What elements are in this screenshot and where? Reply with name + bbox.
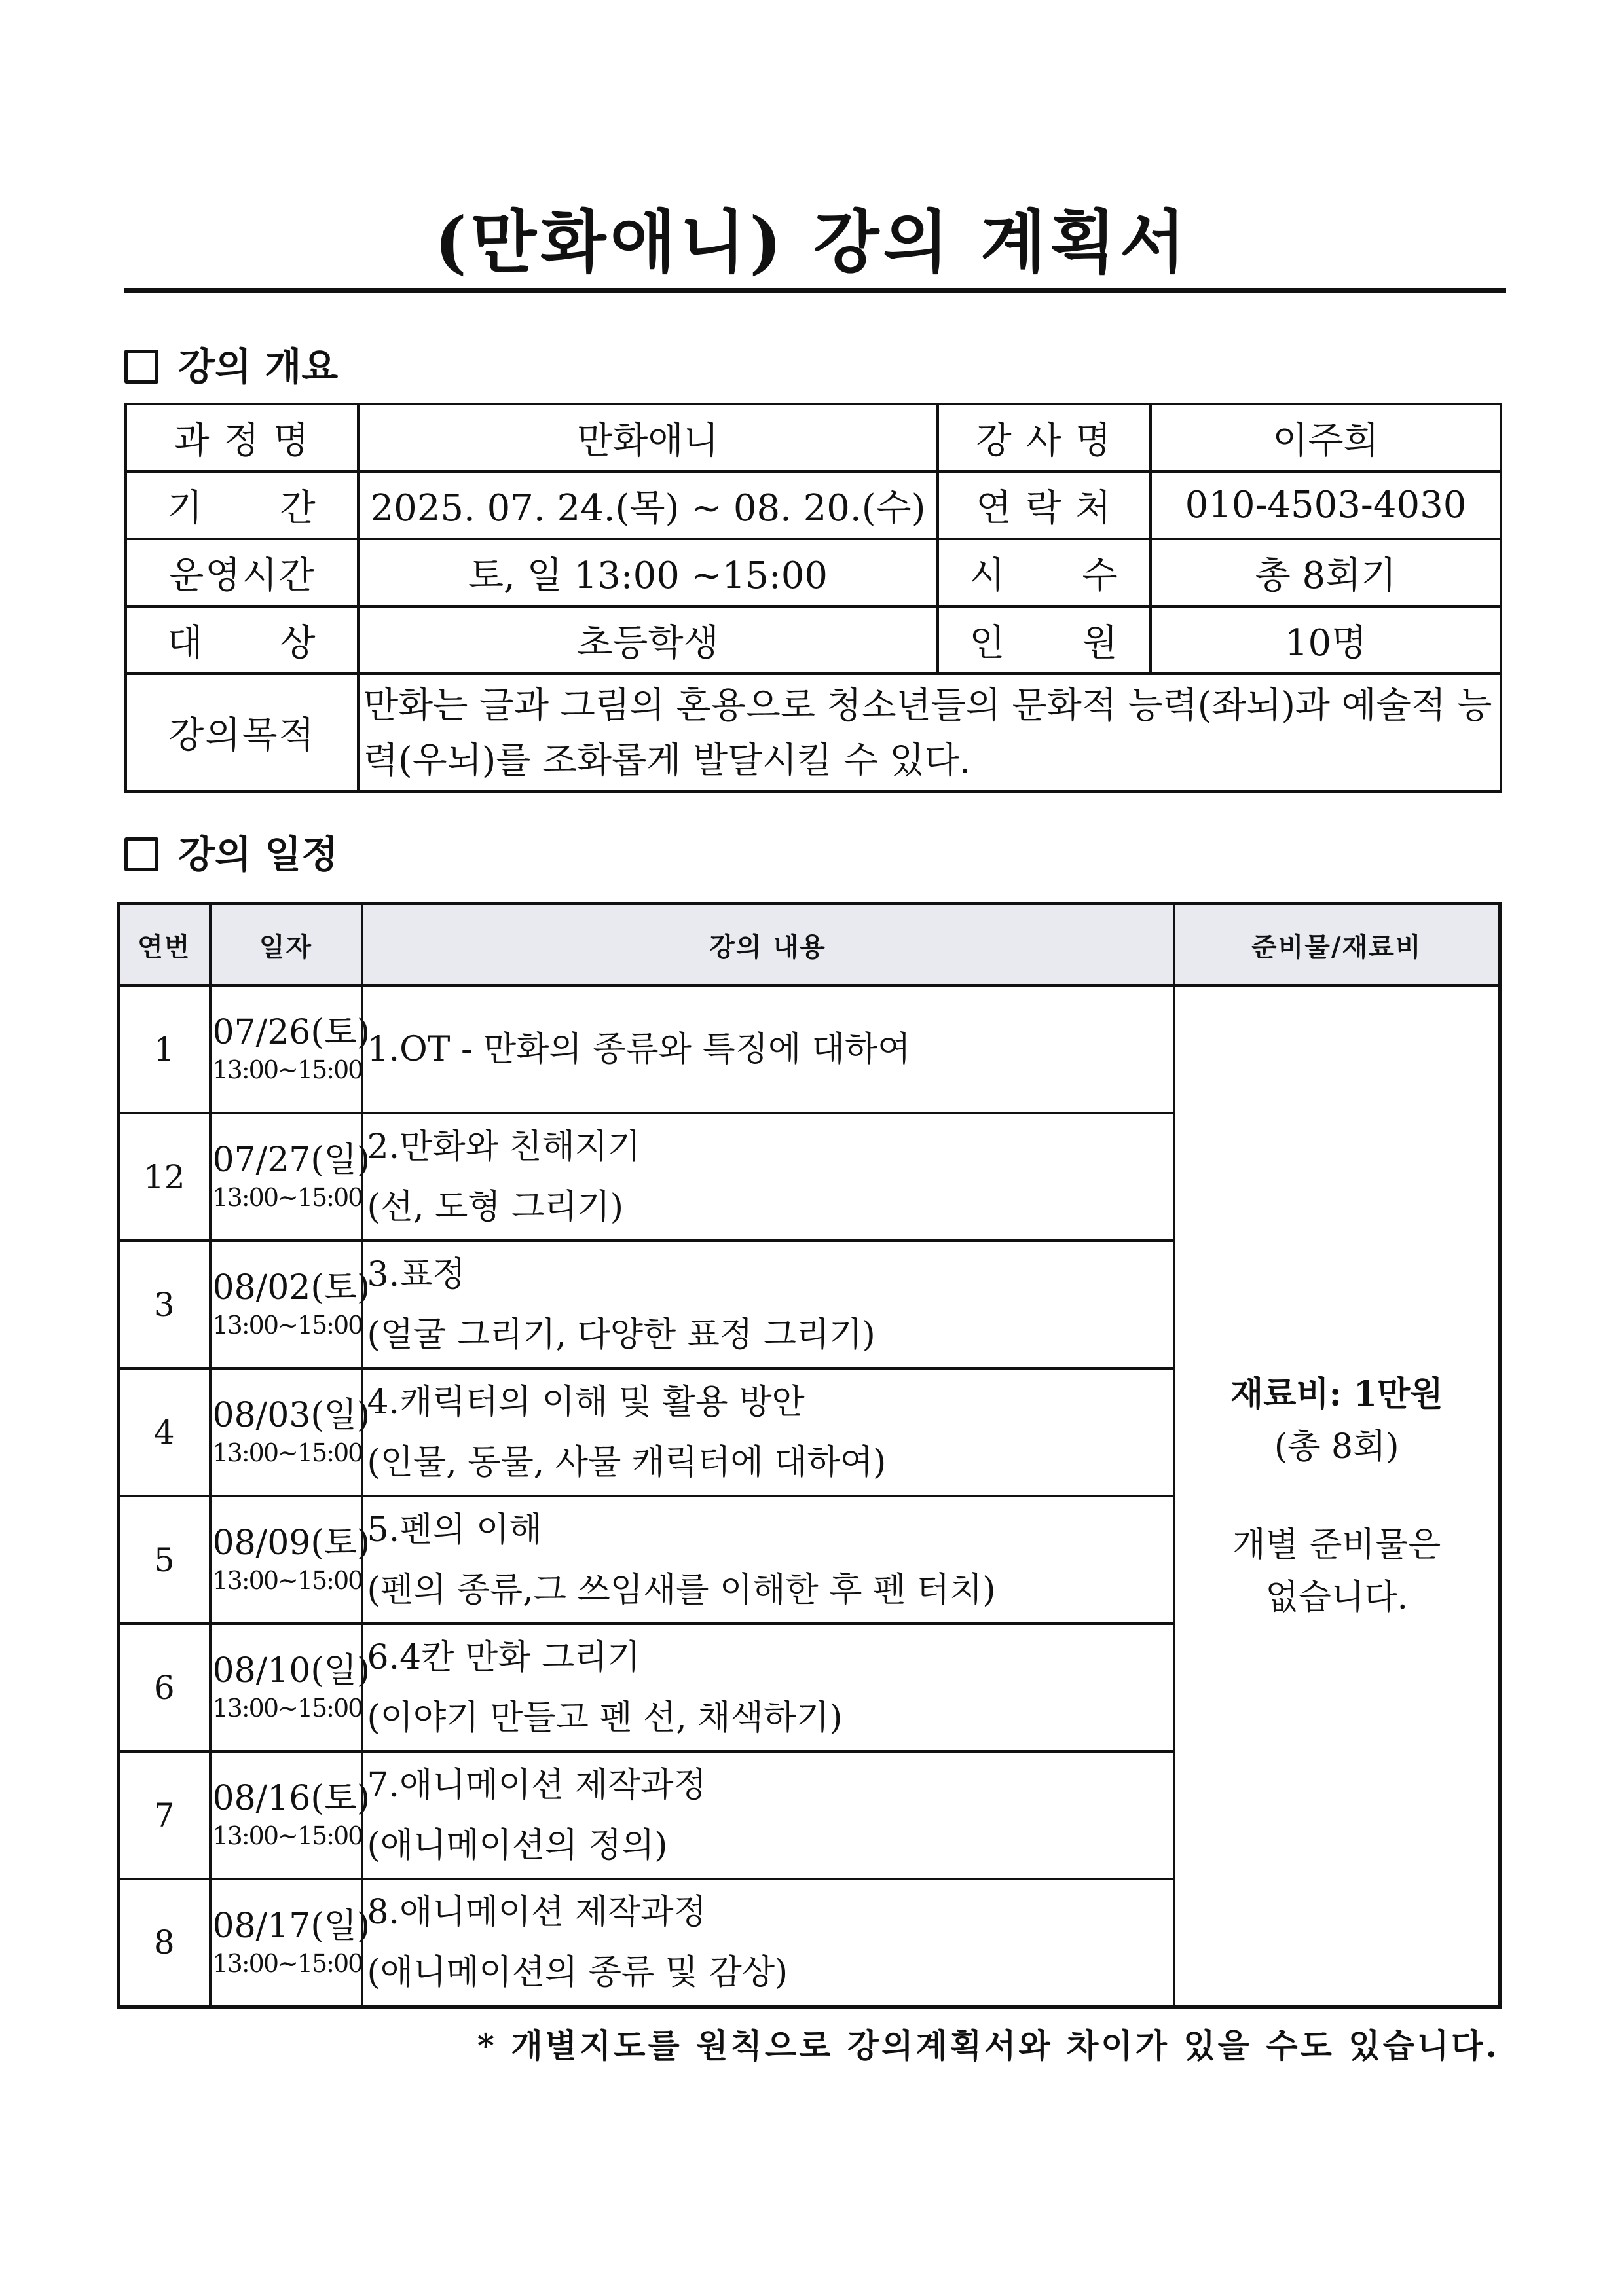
materials-note-line2: 없습니다. [1265,1577,1408,1617]
row-date-day: 08/16(토) [212,1779,371,1818]
contact-value: 010-4503-4030 [1151,471,1501,539]
row-date [210,1624,371,1751]
instructor-value: 이주희 [1151,404,1501,471]
purpose-value: 만화는 글과 그림의 혼용으로 청소년들의 문화적 능력(좌뇌)과 예술적 능력(우뇌)를 조화롭게 발달시킬 수 있다. [358,674,1501,792]
row-no: 1 [119,985,210,1113]
checkbox-icon [124,837,158,871]
hours-label: 운영시간 [126,539,358,606]
footnote: * 개별지도를 원칙으로 강의계획서와 차이가 있을 수도 있습니다. [477,2026,1500,2065]
row-content-title: 8.애니메이션 제작과정 [367,1893,707,1933]
row-date [210,1241,371,1368]
row-content-title: 4.캐릭터의 이해 및 활용 방안 [367,1382,805,1422]
overview-table [124,403,1502,793]
target-value: 초등학생 [358,606,938,674]
row-date-day: 08/17(일) [212,1906,371,1946]
row-content-detail: (선, 도형 그리기) [367,1187,624,1227]
materials-total: (총 8회) [1274,1427,1399,1467]
row-date-time: 13:00~15:00 [212,1821,363,1851]
row-date-day: 08/03(일) [212,1396,371,1435]
row-content-detail: (애니메이션의 정의) [367,1825,668,1865]
sessions-label: 시 수 [938,539,1151,606]
header-materials: 준비물/재료비 [1174,904,1500,986]
title-underline [124,288,1506,293]
header-date: 일자 [210,904,362,986]
row-date-time: 13:00~15:00 [212,1694,363,1723]
course-label: 과 정 명 [126,404,358,471]
row-date [210,1879,371,2007]
row-no: 5 [119,1496,210,1624]
table-row [119,985,1500,1113]
row-content-title: 6.4칸 만화 그리기 [367,1637,640,1677]
purpose-label: 강의목적 [126,674,358,792]
row-no: 8 [119,1879,210,2007]
hours-value: 토, 일 13:00 ~15:00 [358,539,938,606]
row-no: 3 [119,1241,210,1368]
row-date-day: 08/10(일) [212,1651,371,1690]
row-date-day: 08/02(토) [212,1268,371,1307]
row-content [362,1113,1174,1241]
period-value: 2025. 07. 24.(목) ~ 08. 20.(수) [358,471,938,539]
row-date-time: 13:00~15:00 [212,1438,363,1468]
row-date-time: 13:00~15:00 [212,1311,363,1340]
row-content-title: 3.표정 [367,1254,466,1294]
row-content [362,1751,1174,1879]
instructor-label: 강 사 명 [938,404,1151,471]
row-content-detail: (애니메이션의 종류 및 감상) [367,1953,788,1993]
schedule-heading-text: 강의 일정 [178,832,339,877]
page-title: (만화애니) 강의 계획서 [434,202,1190,282]
row-date [210,1113,371,1241]
row-date-time: 13:00~15:00 [212,1183,363,1212]
row-date-day: 07/26(토) [212,1013,371,1052]
overview-heading [124,344,338,390]
row-date-time: 13:00~15:00 [212,1948,363,1978]
materials-spacer [1175,1473,1499,1519]
row-date [210,1368,371,1496]
row-date-day: 08/09(토) [212,1523,371,1563]
target-label: 대 상 [126,606,358,674]
checkbox-icon [124,350,158,384]
row-content-detail: (이야기 만들고 펜 선, 채색하기) [367,1698,843,1738]
schedule-table [117,902,1502,2009]
overview-heading-text: 강의 개요 [178,344,339,389]
schedule-heading [124,831,338,877]
row-content-title: 7.애니메이션 제작과정 [367,1765,707,1805]
header-content: 강의 내용 [362,904,1174,986]
row-no: 6 [119,1624,210,1751]
headcount-value: 10명 [1151,606,1501,674]
row-content [362,1879,1174,2007]
row-date-time: 13:00~15:00 [212,1055,363,1085]
materials-note-line1: 개별 준비물은 [1232,1525,1441,1565]
sessions-value: 총 8회기 [1151,539,1501,606]
row-no: 4 [119,1368,210,1496]
header-no: 연번 [119,904,210,986]
period-label: 기 간 [126,471,358,539]
row-content-detail: (얼굴 그리기, 다양한 표정 그리기) [367,1315,876,1355]
row-content [362,1624,1174,1751]
row-date [210,1496,371,1624]
row-content-title: 2.만화와 친해지기 [367,1127,641,1167]
row-content [362,1368,1174,1496]
headcount-label: 인 원 [938,606,1151,674]
row-no: 12 [119,1113,210,1241]
row-date [210,985,371,1113]
row-content-detail: (인물, 동물, 사물 캐릭터에 대하여) [367,1442,887,1482]
contact-label: 연 락 처 [938,471,1151,539]
row-no: 7 [119,1751,210,1879]
row-content [362,1241,1174,1368]
row-content-title: 5.펜의 이해 [367,1510,542,1550]
row-date [210,1751,371,1879]
row-content-title: 1.OT - 만화의 종류와 특징에 대하여 [367,1029,911,1069]
row-content-detail: (펜의 종류,그 쓰임새를 이해한 후 펜 터치) [367,1570,996,1610]
materials-cell [1174,985,1500,2007]
row-content [362,985,1174,1113]
row-date-time: 13:00~15:00 [212,1566,363,1595]
materials-cost: 재료비: 1만원 [1230,1374,1443,1414]
row-date-day: 07/27(일) [212,1140,371,1180]
course-value: 만화애니 [358,404,938,471]
row-content [362,1496,1174,1624]
